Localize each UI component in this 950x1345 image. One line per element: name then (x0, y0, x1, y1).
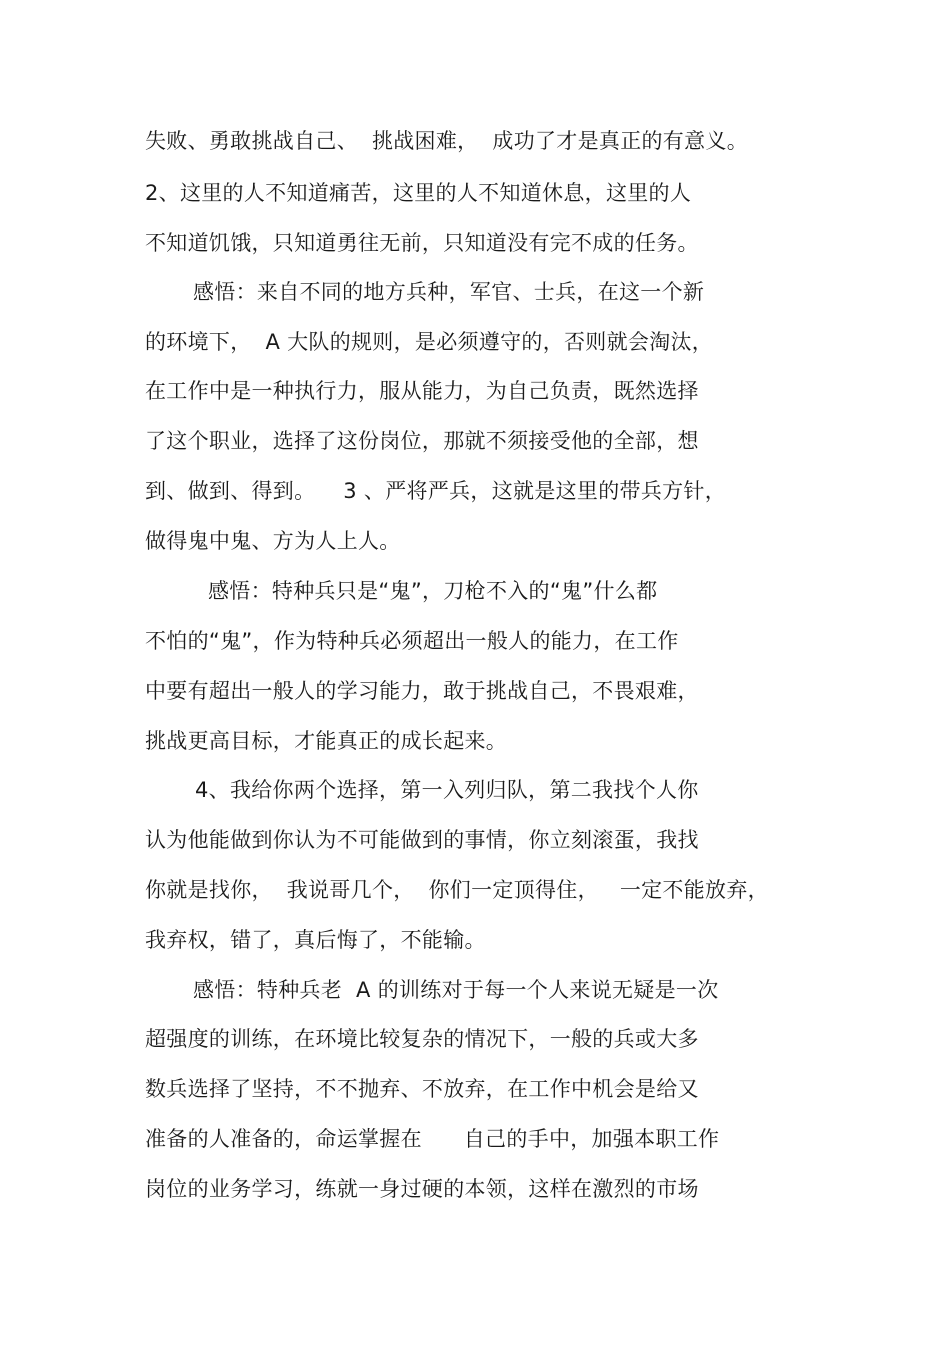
text-line: 做得鬼中鬼、方为人上人。 (145, 529, 401, 553)
text-line: 在工作中是一种执行力，服从能力，为自己负责，既然选择 (145, 379, 699, 403)
text-line: 岗位的业务学习，练就一身过硬的本领，这样在激烈的市场 (145, 1177, 699, 1201)
text-line: 失败、勇敢挑战自己、 挑战困难， 成功了才是真正的有意义。 (145, 129, 748, 153)
text-line: 认为他能做到你认为不可能做到的事情，你立刻滚蛋，我找 (145, 828, 699, 852)
text-line: 不知道饥饿，只知道勇往无前，只知道没有完不成的任务。 (145, 231, 699, 255)
text-line: 挑战更高目标，才能真正的成长起来。 (145, 729, 508, 753)
text-line: 到、做到、得到。 3 、严将严兵，这就是这里的带兵方针， (145, 479, 727, 503)
text-line: 感悟：特种兵只是“鬼”，刀枪不入的“鬼”什么都 (208, 579, 658, 603)
text-line: 我弃权，错了，真后悔了，不能输。 (145, 928, 486, 952)
text-line: 的环境下， A 大队的规则，是必须遵守的，否则就会淘汰， (145, 330, 714, 354)
text-line: 不怕的“鬼”，作为特种兵必须超出一般人的能力，在工作 (145, 629, 679, 653)
text-line: 数兵选择了坚持，不不抛弃、不放弃，在工作中机会是给又 (145, 1077, 699, 1101)
text-line: 4、我给你两个选择，第一入列归队，第二我找个人你 (195, 778, 699, 802)
text-line: 中要有超出一般人的学习能力，敢于挑战自己，不畏艰难， (145, 679, 699, 703)
text-line: 感悟：来自不同的地方兵种，军官、士兵，在这一个新 (193, 280, 705, 304)
text-line: 超强度的训练，在环境比较复杂的情况下，一般的兵或大多 (145, 1027, 699, 1051)
text-line: 准备的人准备的，命运掌握在 自己的手中，加强本职工作 (145, 1127, 720, 1151)
text-line: 2、这里的人不知道痛苦，这里的人不知道休息，这里的人 (145, 181, 692, 205)
text-line: 感悟：特种兵老 A 的训练对于每一个人来说无疑是一次 (193, 978, 719, 1002)
text-line: 你就是找你， 我说哥几个， 你们一定顶得住， 一定不能放弃， (145, 878, 769, 902)
text-line: 了这个职业，选择了这份岗位，那就不须接受他的全部，想 (145, 429, 699, 453)
